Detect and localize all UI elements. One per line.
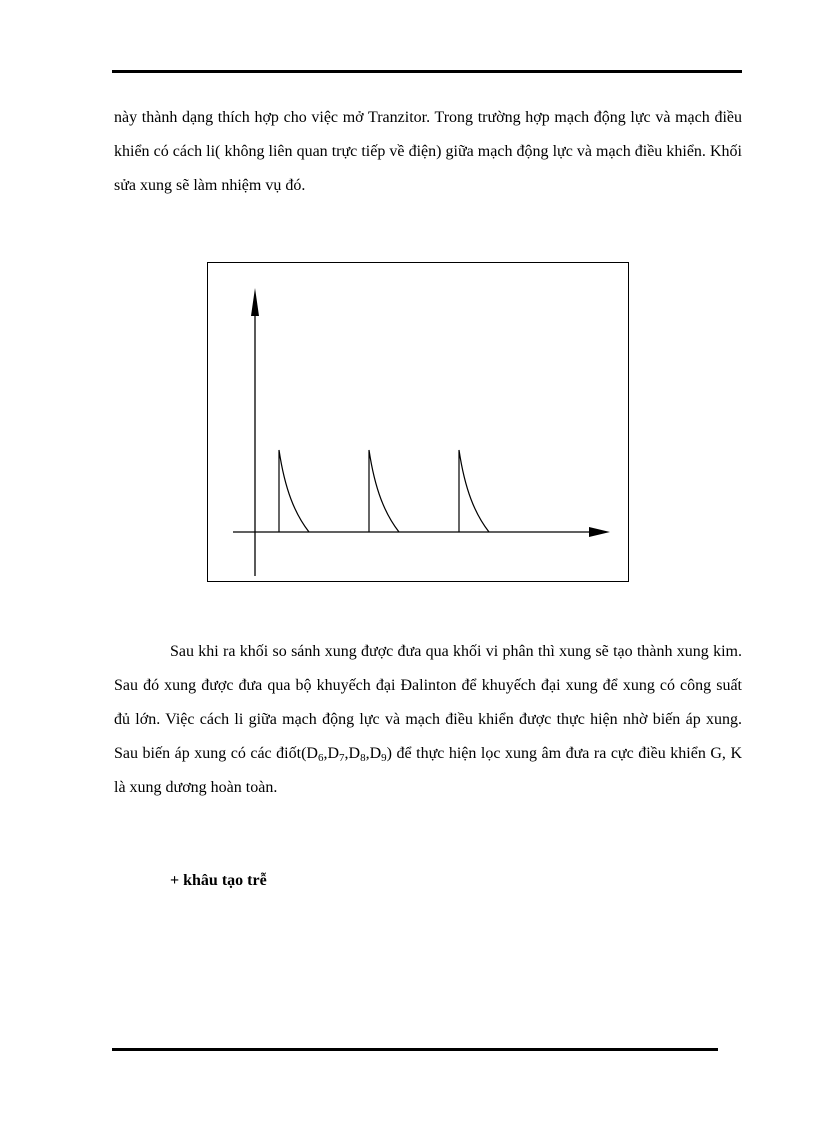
needle-pulse (369, 450, 399, 532)
section-heading: + khâu tạo trễ (170, 872, 267, 889)
diode-d7: $D_7$, (327, 745, 349, 764)
diode-d9: $D_9$ (369, 745, 387, 764)
paragraph-1: này thành dạng thích hợp cho việc mở Tranzitor. Trong trường hợp mạch động lực và mạch điều khiển có cách li( không liên quan trực tiếp về điện) giữa mạch động lực và mạch điều khiển. Khối sửa xung sẽ làm nhiệm vụ đó. (114, 109, 742, 194)
footer-rule (112, 1048, 718, 1051)
diode-d8: $D_8$, (348, 745, 370, 764)
needle-pulse (279, 450, 309, 532)
paragraph-2-text-before: Sau khi ra khối so sánh xung được đưa qua khối vi phân thì xung sẽ tạo thành xung kim. Sau đó xung được đưa qua bộ khuyếch đại Đalinton để khuyếch đại xung để xung có công suất đủ lớn. Việc cách li giữa mạch động lực và mạch điều khiển được thực hiện nhờ biến áp xung. Sau biến áp xung có các điốt( (114, 643, 742, 762)
paragraph-2 (114, 635, 742, 805)
waveform-diagram (207, 262, 629, 582)
y-axis-arrow (251, 288, 259, 316)
x-axis-arrow (589, 527, 610, 537)
figure-frame (208, 263, 629, 582)
pulse-group (279, 450, 489, 532)
diode-d6: $D_6$, (306, 745, 328, 764)
needle-pulse (459, 450, 489, 532)
waveform-figure (207, 262, 629, 582)
paragraph-2-text-after: ) để thực hiện lọc xung âm đưa ra cực điều khiển G, K là xung dương hoàn toàn. (114, 745, 742, 796)
header-rule (112, 70, 742, 73)
